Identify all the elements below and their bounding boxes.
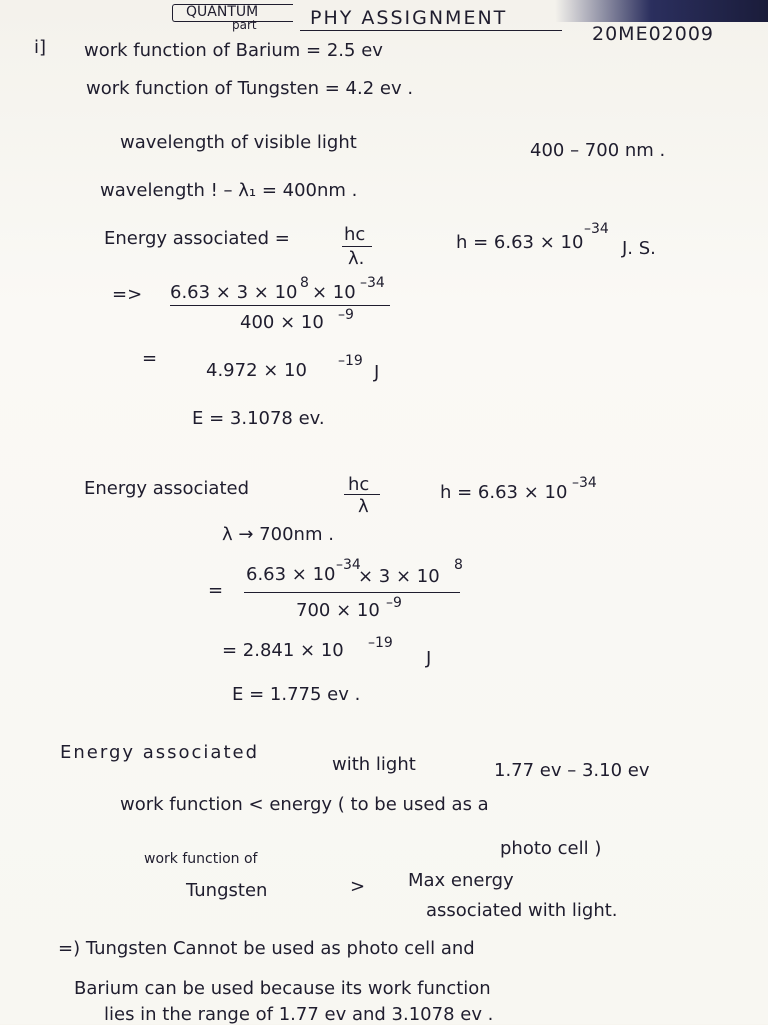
page-title: PHY ASSIGNMENT: [310, 7, 508, 29]
fraction2-bar: [244, 592, 460, 593]
energy2-lambda: λ: [358, 496, 369, 517]
energy1-hc: hc: [344, 224, 366, 245]
denominator2: 700 × 10: [296, 600, 380, 621]
greater-than-sign: >: [350, 876, 366, 897]
lambda-700-line: λ → 700nm .: [222, 524, 334, 545]
numerator1-mid: × 10: [312, 282, 356, 303]
conclusion-line-3: lies in the range of 1.77 ev and 3.1078 ev .: [104, 1004, 494, 1025]
wf-barium-line: work function of Barium = 2.5 ev: [84, 40, 383, 61]
visible-light-label: wavelength of visible light: [120, 132, 357, 153]
result1: 4.972 × 10: [206, 360, 307, 381]
max-energy-1: Max energy: [408, 870, 514, 891]
energy2-hc: hc: [348, 474, 370, 495]
energy2-label: Energy associated: [84, 478, 250, 499]
result2-unit: J: [426, 648, 432, 669]
light-range-value: 1.77 ev – 3.10 ev: [494, 760, 650, 781]
wf-tungsten-label-2: Tungsten: [186, 880, 268, 901]
condition-line-2: photo cell ): [500, 838, 602, 859]
title-underline: [300, 30, 562, 31]
numerator1: 6.63 × 3 × 10: [170, 282, 298, 303]
wf-tungsten-line: work function of Tungsten = 4.2 ev .: [86, 78, 414, 99]
E2-line: E = 1.775 ev .: [232, 684, 361, 705]
result1-unit: J: [374, 362, 380, 383]
denominator1: 400 × 10: [240, 312, 324, 333]
header-bracket-text: QUANTUM: [186, 4, 259, 20]
conclusion-line-1: =) Tungsten Cannot be used as photo cell and: [58, 938, 475, 959]
arrow-1: =>: [112, 284, 143, 305]
eq-sign-2: =: [208, 580, 224, 601]
roll-number: 20ME02009: [592, 23, 715, 45]
E1-line: E = 3.1078 ev.: [192, 408, 325, 429]
question-number: i]: [34, 37, 47, 58]
conclusion-line-2: Barium can be used because its work function: [74, 978, 491, 999]
page-corner-shadow: [555, 0, 768, 22]
numerator1-exp1: 8: [300, 275, 309, 291]
condition-line-1: work function < energy ( to be used as a: [120, 794, 489, 815]
planck1: h = 6.63 × 10: [456, 232, 584, 253]
wf-tungsten-label-1: work function of: [144, 851, 258, 867]
numerator2-exp2: 8: [454, 557, 463, 573]
light-range-with: with light: [332, 754, 416, 775]
fraction1-bar: [170, 305, 390, 306]
visible-light-range: 400 – 700 nm .: [530, 140, 666, 161]
planck1-exponent: –34: [584, 221, 609, 237]
energy1-fraction-bar: [342, 246, 372, 247]
result1-exp: –19: [338, 353, 363, 369]
result2: = 2.841 × 10: [222, 640, 344, 661]
energy1-label: Energy associated =: [104, 228, 290, 249]
planck2: h = 6.63 × 10: [440, 482, 568, 503]
result2-exp: –19: [368, 635, 393, 651]
energy2-fraction-bar: [344, 494, 380, 495]
header-sub-text: part: [232, 18, 257, 32]
numerator2: 6.63 × 10: [246, 564, 336, 585]
lambda1-line: wavelength ! – λ₁ = 400nm .: [100, 180, 358, 201]
planck2-exponent: –34: [572, 475, 597, 491]
energy1-lambda: λ.: [348, 248, 365, 269]
numerator1-exp2: –34: [360, 275, 385, 291]
denominator1-exp: –9: [338, 307, 354, 323]
planck1-unit: J. S.: [622, 238, 656, 259]
denominator2-exp: –9: [386, 595, 402, 611]
numerator2-exp1: –34: [336, 557, 361, 573]
max-energy-2: associated with light.: [426, 900, 618, 921]
eq-sign-1: =: [142, 348, 158, 369]
light-range-label: Energy associated: [60, 742, 260, 763]
numerator2-mid: × 3 × 10: [358, 566, 440, 587]
